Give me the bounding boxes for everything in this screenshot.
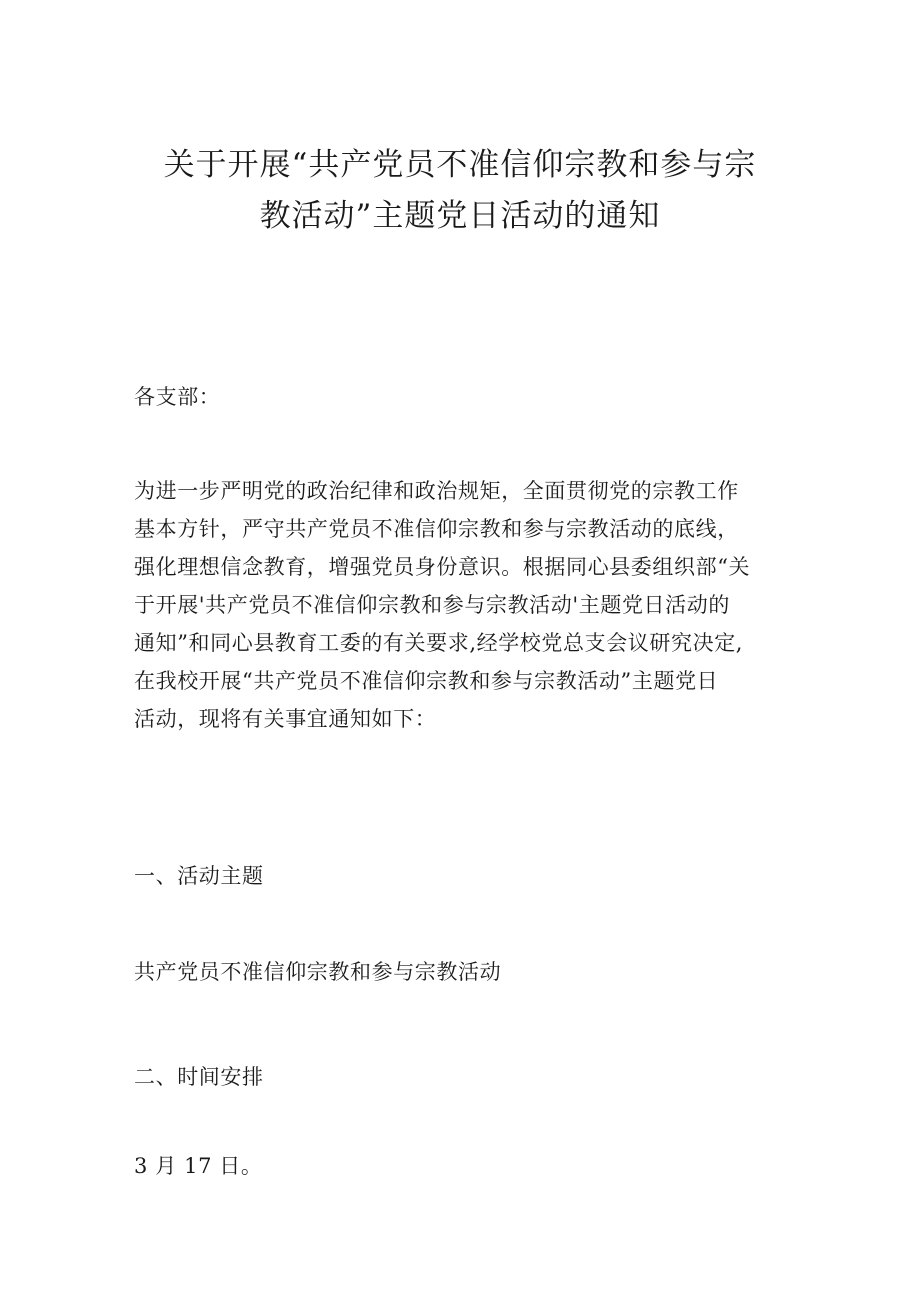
salutation: 各支部：	[134, 385, 221, 409]
title-line-1: 关于开展“共产党员不准信仰宗教和参与宗	[163, 147, 757, 183]
body-line: 通知”和同心县教育工委的有关要求,经学校党总支会议研究决定,	[134, 631, 744, 655]
body-line: 于开展'共产党员不准信仰宗教和参与宗教活动'主题党日活动的	[134, 593, 730, 617]
section-2-heading: 二、时间安排	[134, 1065, 264, 1089]
body-paragraph	[134, 472, 794, 738]
body-line: 活动，现将有关事宜通知如下：	[134, 707, 437, 731]
section-1-text: 共产党员不准信仰宗教和参与宗教活动	[134, 960, 502, 984]
section-2-text: 3 月 17 日。	[134, 1154, 263, 1178]
title-line-2: 教活动”主题党日活动的通知	[259, 198, 661, 234]
section-1-heading: 一、活动主题	[134, 864, 264, 888]
body-line: 为进一步严明党的政治纪律和政治规矩，全面贯彻党的宗教工作	[134, 479, 739, 503]
body-line: 强化理想信念教育，增强党员身份意识。根据同心县委组织部“关	[134, 555, 751, 579]
body-line: 基本方针，严守共产党员不准信仰宗教和参与宗教活动的底线，	[134, 517, 739, 541]
document-title	[120, 140, 800, 242]
body-line: 在我校开展“共产党员不准信仰宗教和参与宗教活动”主题党日	[134, 669, 719, 693]
